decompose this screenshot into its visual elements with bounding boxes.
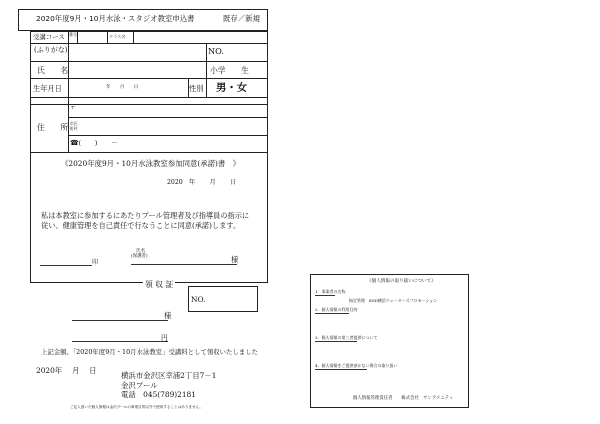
receipt-phone: 電話 045(789)2181 bbox=[121, 390, 196, 399]
receipt-facility: 金沢プール bbox=[121, 381, 158, 390]
postal-mark: 〒 bbox=[70, 105, 76, 111]
name-input[interactable] bbox=[70, 63, 204, 77]
privacy-s4-heading: 4．個人情報をご提供頂かない場合の取り扱い bbox=[315, 363, 398, 368]
birthdate-units[interactable]: 年 月 日 bbox=[106, 85, 139, 90]
member-no-input[interactable] bbox=[228, 45, 266, 59]
furigana-label: (ふりがな) bbox=[34, 46, 68, 54]
address-input[interactable] bbox=[80, 119, 266, 133]
receipt-sama: 様 bbox=[164, 311, 172, 320]
receipt-address: 横浜市金沢区幸浦2丁目7－1 bbox=[121, 371, 217, 380]
address-label: 住 所 bbox=[37, 123, 69, 132]
consent-amount-line[interactable] bbox=[40, 265, 92, 266]
privacy-s2-heading: 2．個人情報の利用目的 bbox=[315, 307, 358, 312]
consent-date[interactable]: 2020 年 月 日 bbox=[167, 179, 237, 186]
consent-sama: 様 bbox=[231, 255, 239, 264]
receipt-amount-line[interactable] bbox=[72, 341, 168, 342]
class-name-input[interactable] bbox=[134, 32, 266, 42]
consent-divider-right bbox=[267, 153, 268, 282]
privacy-footer: 個人情報管理責任者 株式会社 サンアメニティ bbox=[353, 396, 454, 401]
privacy-notice bbox=[310, 274, 469, 408]
gender-label: 性別 bbox=[189, 84, 204, 93]
receipt-payer-line[interactable] bbox=[72, 320, 168, 321]
form-title: 2020年度9月・10月水泳・スタジオ教室申込書 bbox=[36, 14, 195, 23]
consent-seal: 印 bbox=[92, 259, 99, 266]
address-sub-label-2: 町村 bbox=[70, 126, 78, 131]
receipt-statement: 上記金額、「2020年度9月・10月水泳教室」受講料として領収いたしました bbox=[41, 348, 258, 356]
consent-title: 《2020年度9月・10月水泳教室参加同意(承諾)書 》 bbox=[61, 159, 241, 168]
consent-signature-line[interactable] bbox=[131, 264, 237, 265]
name-label: 氏 名 bbox=[37, 66, 69, 75]
postal-code-input[interactable] bbox=[78, 105, 138, 115]
address-sub-label-1: 市区 bbox=[70, 121, 78, 126]
gender-options[interactable]: 男・女 bbox=[216, 82, 248, 94]
signer-label-bottom: (保護者) bbox=[131, 254, 148, 259]
application-form bbox=[0, 0, 290, 424]
receipt-yen: 円 bbox=[161, 334, 168, 342]
status-option[interactable]: 既存／新規 bbox=[223, 14, 260, 23]
school-grade-label[interactable]: 小学 生 bbox=[210, 66, 249, 75]
receipt-date: 2020年 月 日 bbox=[36, 366, 97, 375]
course-label: 受講コース bbox=[33, 33, 65, 41]
consent-divider-left bbox=[30, 153, 31, 282]
receipt-no-label: NO. bbox=[191, 295, 206, 304]
privacy-title: 《個人情報の取り扱いについて》 bbox=[367, 279, 436, 284]
signer-label-top: 氏名 bbox=[136, 249, 146, 254]
privacy-s1-heading: 1．事業者の名称 bbox=[315, 289, 346, 294]
class-name-label: クラス名 bbox=[109, 34, 126, 39]
course-num-label: 番号 bbox=[69, 32, 77, 37]
member-no-label: NO. bbox=[208, 46, 224, 56]
receipt-footnote: ご記入頂いた個人情報は金沢プールの事業目的以外で使用することはありません。 bbox=[70, 405, 204, 409]
furigana-input[interactable] bbox=[70, 45, 204, 59]
privacy-s3-heading: 3．個人情報の第三者提供について bbox=[315, 335, 378, 340]
tel-field[interactable]: ☎( ) － bbox=[70, 139, 118, 147]
privacy-s1-body: 指定管理 KSD横浜ウォーターズプロモーション bbox=[349, 298, 438, 303]
consent-body: 私は本教室に参加するにあたりプール管理者及び指導員の指示に従い、健康管理を自己責任で行なうことに同意(承諾)します。 bbox=[41, 211, 250, 230]
birthdate-label: 生年月日 bbox=[33, 84, 62, 93]
course-num-input[interactable] bbox=[78, 32, 106, 42]
receipt-title: 領 収 証 bbox=[145, 280, 174, 289]
